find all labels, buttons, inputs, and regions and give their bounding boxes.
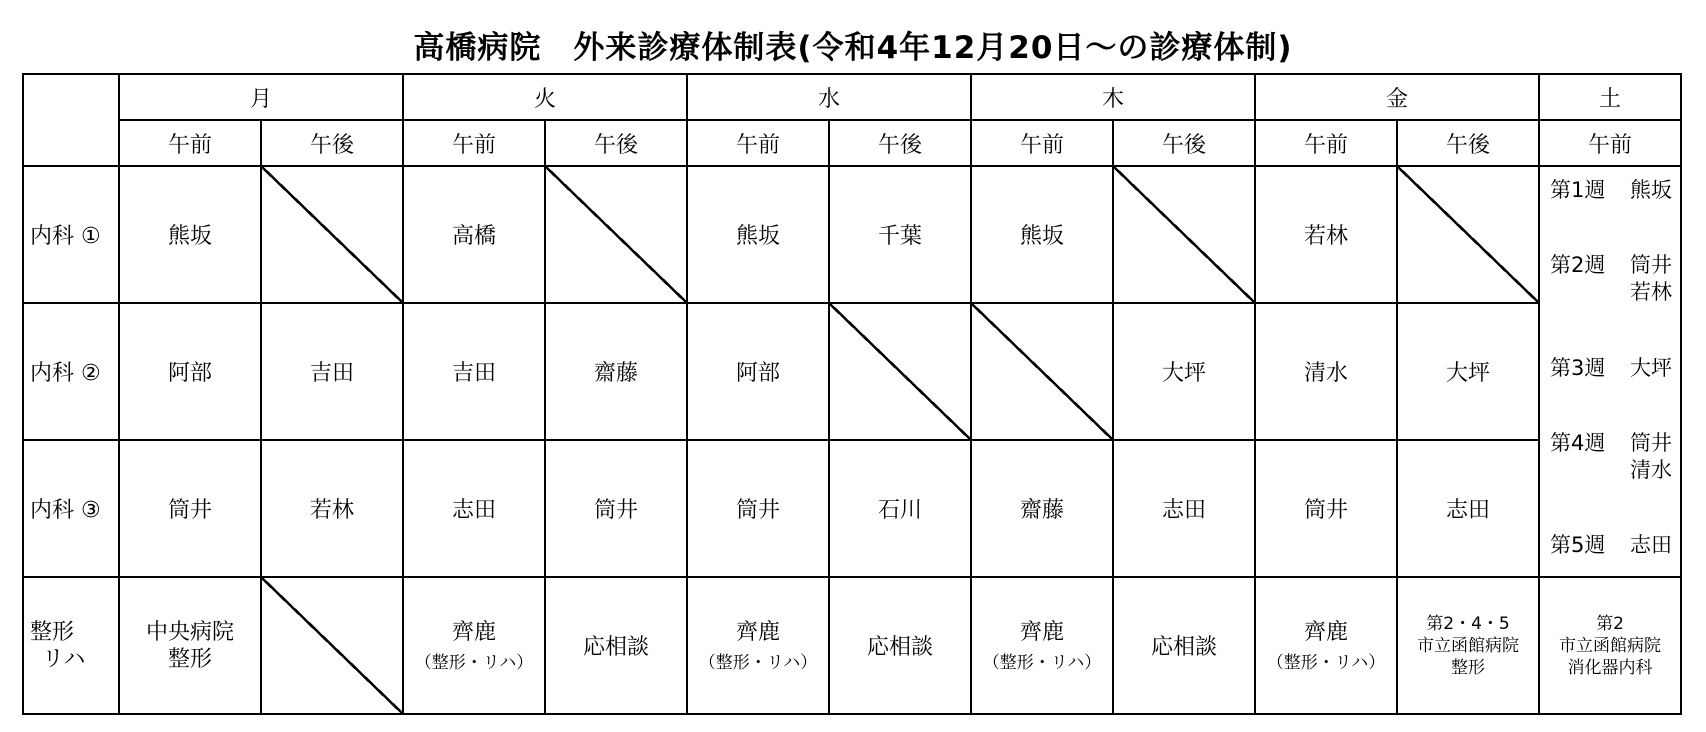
slot-header-am: 午前 — [1255, 120, 1397, 166]
no-clinic-slash-cell — [1113, 166, 1255, 303]
schedule-cell: 志田 — [1113, 440, 1255, 577]
slot-header-am: 午前 — [403, 120, 545, 166]
internal-medicine-2-row — [23, 303, 1681, 440]
internal-medicine-1-row — [23, 166, 1681, 303]
row-label: 内科 ③ — [23, 440, 119, 577]
schedule-cell: 第2 市立函館病院 消化器内科 — [1539, 577, 1681, 714]
schedule-cell: 吉田 — [403, 303, 545, 440]
schedule-cell: 応相談 — [1113, 577, 1255, 714]
day-header-fri: 金 — [1255, 74, 1539, 120]
schedule-cell: 石川 — [829, 440, 971, 577]
schedule-cell: 若林 — [261, 440, 403, 577]
slot-header-pm: 午後 — [1397, 120, 1539, 166]
schedule-cell: 熊坂 — [687, 166, 829, 303]
no-clinic-slash-cell — [829, 303, 971, 440]
schedule-cell: 齊鹿 （整形・リハ） — [687, 577, 829, 714]
schedule-cell: 志田 — [403, 440, 545, 577]
schedule-cell: 千葉 — [829, 166, 971, 303]
schedule-cell: 筒井 — [687, 440, 829, 577]
day-header-sat: 土 — [1539, 74, 1681, 120]
slot-header-am: 午前 — [1539, 120, 1681, 166]
schedule-cell: 齋藤 — [971, 440, 1113, 577]
internal-medicine-3-row — [23, 440, 1681, 577]
schedule-cell: 齋藤 — [545, 303, 687, 440]
schedule-cell: 筒井 — [1255, 440, 1397, 577]
schedule-cell: 大坪 — [1113, 303, 1255, 440]
slot-header-pm: 午後 — [261, 120, 403, 166]
day-header-row — [23, 74, 1681, 120]
schedule-cell: 筒井 — [119, 440, 261, 577]
corner-cell — [23, 74, 119, 166]
no-clinic-slash-cell — [261, 577, 403, 714]
saturday-week-entry: 第1週 熊坂 — [1550, 178, 1672, 202]
saturday-week-entry: 第3週 大坪 — [1550, 355, 1672, 380]
day-header-tue: 火 — [403, 74, 687, 120]
slot-header-pm: 午後 — [545, 120, 687, 166]
saturday-week-entry: 第5週 志田 — [1550, 533, 1672, 557]
schedule-cell: 中央病院 整形 — [119, 577, 261, 714]
schedule-cell: 阿部 — [687, 303, 829, 440]
slot-header-am: 午前 — [119, 120, 261, 166]
page-title: 高橋病院 外来診療体制表(令和4年12月20日～の診療体制) — [413, 30, 1293, 66]
day-header-wed: 水 — [687, 74, 971, 120]
saturday-week-extra-doctor: 若林 — [1630, 280, 1672, 305]
slot-header-pm: 午後 — [1113, 120, 1255, 166]
orthopedics-rehab-row — [23, 577, 1681, 714]
saturday-week-entry: 第2週 筒井 — [1550, 253, 1672, 278]
schedule-cell: 若林 — [1255, 166, 1397, 303]
day-header-thu: 木 — [971, 74, 1255, 120]
schedule-cell: 志田 — [1397, 440, 1539, 577]
schedule-cell: 応相談 — [829, 577, 971, 714]
schedule-table — [22, 73, 1682, 715]
row-label: 整形 リハ — [23, 577, 119, 714]
schedule-cell: 筒井 — [545, 440, 687, 577]
slot-header-row — [23, 120, 1681, 166]
schedule-cell: 熊坂 — [971, 166, 1113, 303]
slot-header-pm: 午後 — [829, 120, 971, 166]
schedule-cell: 阿部 — [119, 303, 261, 440]
slot-header-am: 午前 — [971, 120, 1113, 166]
schedule-cell: 第2・4・5 市立函館病院 整形 — [1397, 577, 1539, 714]
schedule-cell: 齊鹿 （整形・リハ） — [1255, 577, 1397, 714]
no-clinic-slash-cell — [1397, 166, 1539, 303]
saturday-week-extra-doctor: 清水 — [1630, 457, 1672, 482]
schedule-cell: 大坪 — [1397, 303, 1539, 440]
schedule-cell: 応相談 — [545, 577, 687, 714]
schedule-cell: 齊鹿 （整形・リハ） — [403, 577, 545, 714]
no-clinic-slash-cell — [261, 166, 403, 303]
row-label: 内科 ① — [23, 166, 119, 303]
row-label: 内科 ② — [23, 303, 119, 440]
schedule-cell: 齊鹿 （整形・リハ） — [971, 577, 1113, 714]
saturday-week-schedule — [1539, 166, 1681, 577]
saturday-week-entry: 第4週 筒井 — [1550, 430, 1672, 455]
slot-header-am: 午前 — [687, 120, 829, 166]
no-clinic-slash-cell — [971, 303, 1113, 440]
schedule-cell: 熊坂 — [119, 166, 261, 303]
day-header-mon: 月 — [119, 74, 403, 120]
schedule-cell: 吉田 — [261, 303, 403, 440]
schedule-cell: 高橋 — [403, 166, 545, 303]
schedule-cell: 清水 — [1255, 303, 1397, 440]
no-clinic-slash-cell — [545, 166, 687, 303]
